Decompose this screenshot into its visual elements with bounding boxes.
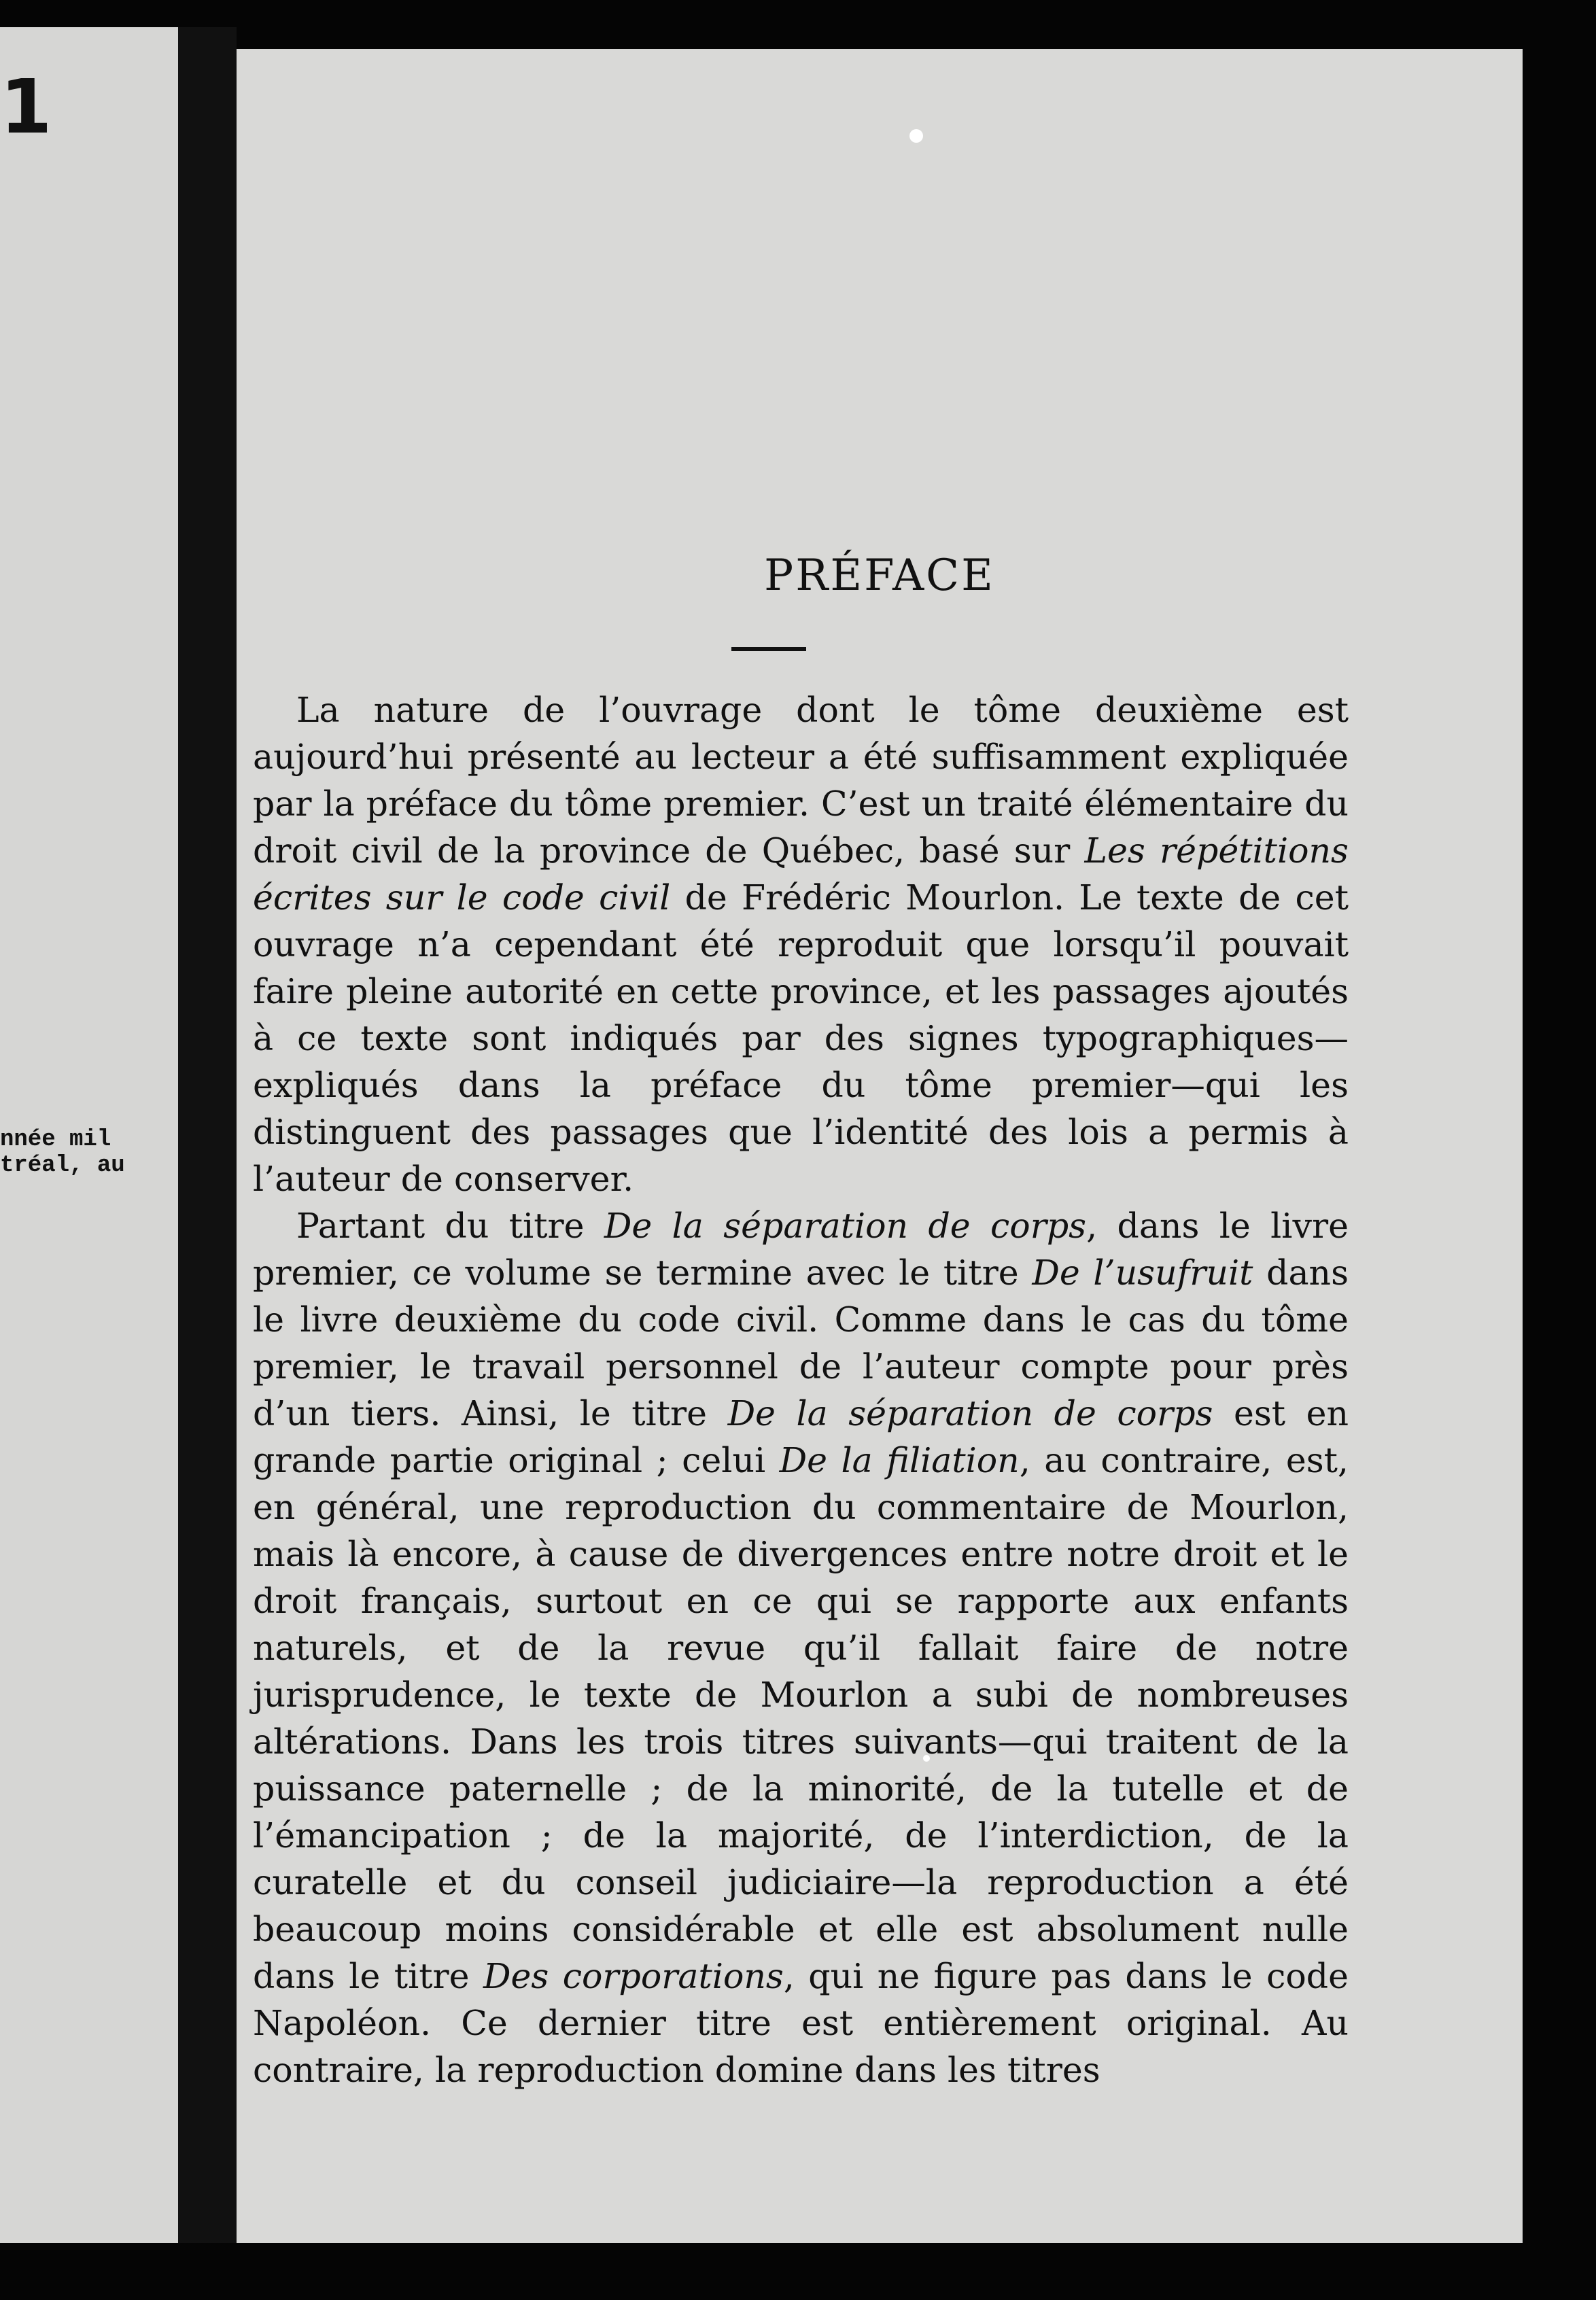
- text-run: , qui ne figure pas dans le code Napoléon. Ce dernier titre est entièrement original. Au contraire, la reproduction domine dans les titres: [253, 1956, 1349, 2090]
- italic-title-run: Les répétitions écrites sur le code civil: [253, 831, 1349, 918]
- left-page-fragment: 1: [0, 63, 52, 150]
- italic-title-run: De la séparation de corps: [727, 1393, 1213, 1433]
- left-page-fragment-line: nnée mil: [0, 1127, 111, 1153]
- text-run: est en grande partie original ; celui: [253, 1393, 1349, 1480]
- preface-body: [253, 686, 1349, 2093]
- book-gutter: [178, 27, 237, 2243]
- text-run: , dans le livre premier, ce volume se termine avec le titre: [253, 1206, 1349, 1293]
- paper-speck: [909, 129, 923, 143]
- paragraph: [253, 1202, 1349, 2093]
- text-run: de Frédéric Mourlon. Le texte de cet ouvrage n’a cependant été reproduit que lorsqu’il pouvait faire pleine autorité en cette province, et les passages ajoutés à ce texte sont indiqués par des signes typographiques—expliqués dans la préface du tôme premier—qui les distinguent des passages que l’identité des lois a permis à l’auteur de conserver.: [253, 877, 1349, 1199]
- page-title: PRÉFACE: [764, 551, 995, 601]
- italic-title-run: De la filiation: [779, 1440, 1020, 1480]
- title-rule: [731, 647, 806, 651]
- text-run: La nature de l’ouvrage dont le tôme deuxième est aujourd’hui présenté au lecteur a été suffisamment expliquée par la préface du tôme premier. C’est un traité élémentaire du droit civil de la province de Québec, basé sur: [253, 690, 1349, 871]
- main-page: [237, 49, 1523, 2243]
- paragraph: [253, 686, 1349, 1202]
- italic-title-run: Des corporations: [483, 1956, 784, 1996]
- left-page-edge: [0, 27, 178, 2243]
- italic-title-run: De l’usufruit: [1032, 1253, 1253, 1293]
- text-run: Partant du titre: [296, 1206, 604, 1246]
- text-run: dans le livre deuxième du code civil. Comme dans le cas du tôme premier, le travail personnel de l’auteur compte pour près d’un tiers. Ainsi, le titre: [253, 1253, 1349, 1433]
- text-run: , au contraire, est, en général, une reproduction du commentaire de Mourlon, mais là encore, à cause de divergences entre notre droit et le droit français, surtout en ce qui se rapporte aux enfants naturels, et de la revue qu’il fallait faire de notre jurisprudence, le texte de Mourlon a subi de nombreuses altérations. Dans les trois titres suivants—qui traitent de la puissance paternelle ; de la minorité, de la tutelle et de l’émancipation ; de la majorité, de l’interdiction, de la curatelle et du conseil judiciaire—la reproduction a été beaucoup moins considérable et elle est absolument nulle dans le titre: [253, 1440, 1349, 1996]
- italic-title-run: De la séparation de corps: [604, 1206, 1087, 1246]
- left-page-fragment-line: tréal, au: [0, 1153, 125, 1179]
